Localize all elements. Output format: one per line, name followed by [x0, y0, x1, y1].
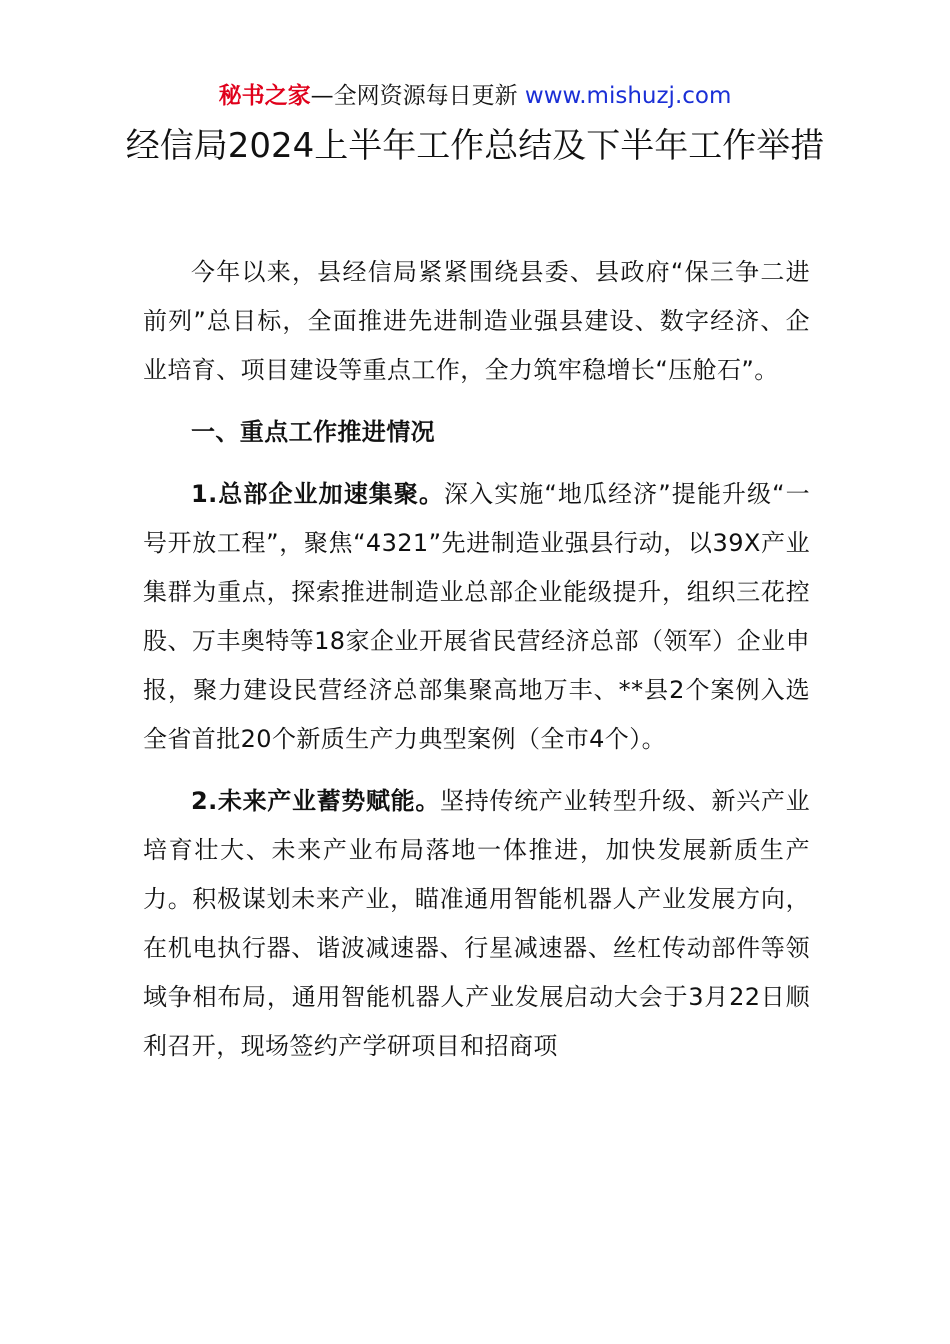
site-url-link[interactable]: www.mishuzj.com — [524, 83, 732, 109]
intro-paragraph: 今年以来，县经信局紧紧围绕县委、县政府“保三争二进前列”总目标，全面推进先进制造业强县建设、数字经济、企业培育、项目建设等重点工作，全力筑牢稳增长“压舱石”。 — [143, 258, 810, 384]
site-tagline: —全网资源每日更新 — [310, 83, 518, 109]
item-2-text: 坚持传统产业转型升级、新兴产业培育壮大、未来产业布局落地一体推进，加快发展新质生产力。积极谋划未来产业，瞄准通用智能机器人产业发展方向，在机电执行器、谐波减速器、行星减速器、丝杠传动部件等领域争相布局，通用智能机器人产业发展启动大会于3月22日顺利召开，现场签约产学研项目和招商项 — [143, 787, 811, 1060]
item-2-lead: 2.未来产业蓄势赋能。 — [191, 787, 441, 815]
section-heading: 一、重点工作推进情况 — [191, 418, 435, 446]
brand-name: 秘书之家 — [218, 83, 311, 109]
document-title: 经信局2024上半年工作总结及下半年工作举措 — [125, 126, 825, 166]
item-paragraph-2 — [143, 777, 810, 1071]
site-header — [0, 80, 950, 112]
item-1-text: 深入实施“地瓜经济”提能升级“一号开放工程”，聚焦“4321”先进制造业强县行动，以39X产业集群为重点，探索推进制造业总部企业能级提升，组织三花控股、万丰奥特等18家企业开展省民营经济总部（领军）企业申报，聚力建设民营经济总部集聚高地万丰、**县2个案例入选全省首批20个新质生产力典型案例（全市4个）。 — [143, 480, 810, 753]
document-body — [143, 248, 810, 1071]
item-1-lead: 1.总部企业加速集聚。 — [191, 480, 445, 508]
item-paragraph-1 — [143, 470, 810, 764]
